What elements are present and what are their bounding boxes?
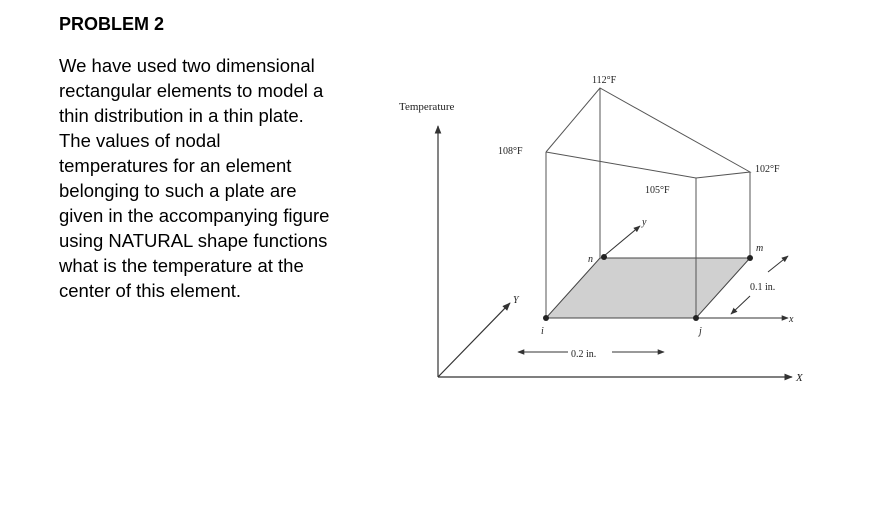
global-y-label: Y	[513, 295, 519, 306]
node-i-dot	[543, 315, 549, 321]
statement-line: temperatures for an element	[59, 155, 292, 176]
node-m-dot	[747, 255, 753, 261]
statement-line: belonging to such a plate are	[59, 180, 297, 201]
local-x-label: x	[789, 314, 794, 325]
node-n-label: n	[588, 254, 593, 265]
global-y-axis	[438, 303, 510, 377]
element-plate	[546, 258, 750, 318]
temp-label-i: 108°F	[498, 146, 523, 157]
temperature-axis-label: Temperature	[399, 101, 455, 113]
local-y-label: y	[642, 217, 647, 228]
statement-line: We have used two dimensional	[59, 55, 315, 76]
statement-line: thin distribution in a thin plate.	[59, 105, 304, 126]
dim-height-arrow-up	[768, 256, 788, 272]
node-i-label: i	[541, 326, 544, 337]
temp-label-n: 112°F	[592, 75, 617, 86]
statement-line: rectangular elements to model a	[59, 80, 324, 101]
local-y-axis	[604, 226, 640, 256]
node-m-label: m	[756, 243, 764, 254]
problem-title: PROBLEM 2	[59, 14, 165, 34]
statement-line: given in the accompanying figure	[59, 205, 330, 226]
dim-height-label: 0.1 in.	[750, 282, 776, 293]
statement-line: what is the temperature at the	[59, 255, 304, 276]
global-x-label: X	[796, 372, 803, 384]
temp-label-m: 102°F	[755, 164, 780, 175]
node-n-dot	[601, 254, 607, 260]
statement-line: center of this element.	[59, 280, 242, 301]
node-j-dot	[693, 315, 699, 321]
statement-line: using NATURAL shape functions	[59, 230, 328, 251]
dim-height-arrow-down	[731, 296, 750, 314]
temp-label-j: 105°F	[645, 185, 670, 196]
statement-line: The values of nodal	[59, 130, 221, 151]
node-j-label: j	[699, 326, 702, 337]
dim-width-label: 0.2 in.	[571, 349, 597, 360]
temperature-surface	[546, 88, 750, 178]
